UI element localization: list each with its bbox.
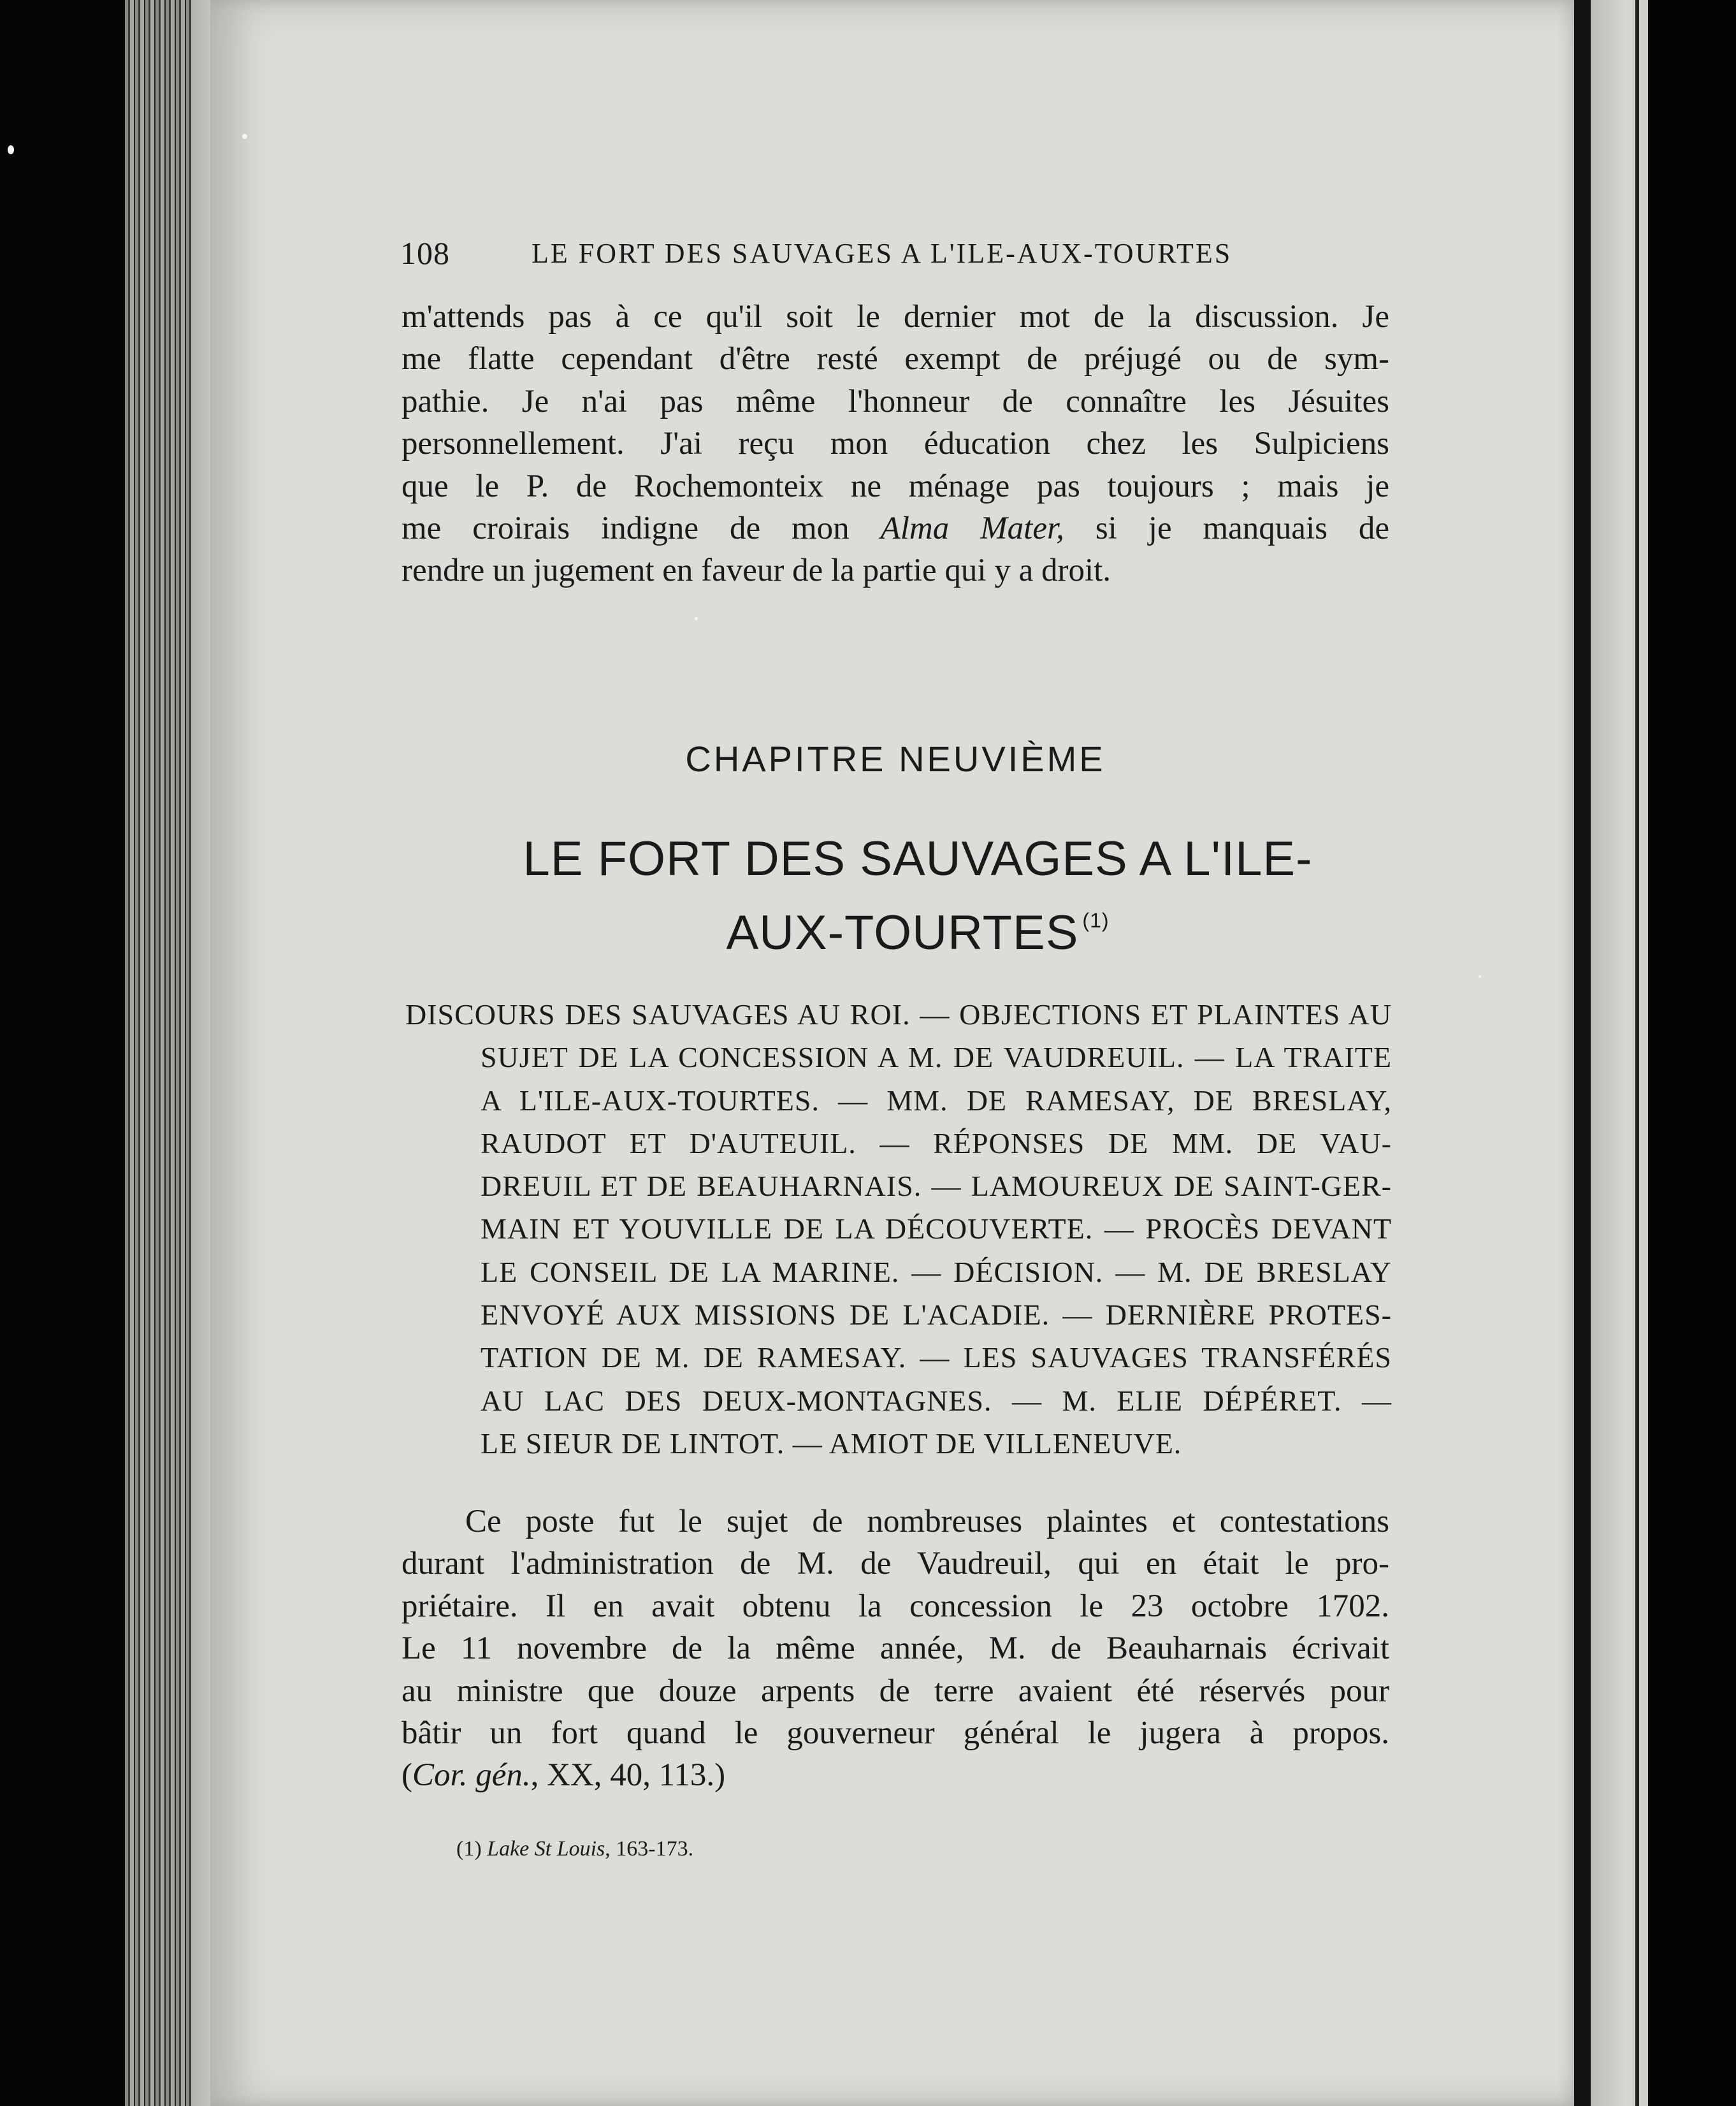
next-page-shadow-line: [1635, 0, 1639, 2106]
text-segment: , XX, 40, 113.): [530, 1757, 726, 1794]
running-head: [400, 235, 1394, 279]
body-paragraph: [401, 1500, 1389, 1797]
summary-line: DREUIL ET DE BEAUHARNAIS. — LAMOUREUX DE SAINT-GER-: [481, 1170, 1392, 1203]
text-segment: me croirais indigne de mon: [401, 511, 881, 547]
scan-speck: [1479, 975, 1481, 978]
summary-line: RAUDOT ET D'AUTEUIL. — RÉPONSES DE MM. DE VAU-: [481, 1126, 1392, 1159]
text-line: m'attends pas à ce qu'il soit le dernier mot de la discussion. Je: [401, 299, 1389, 335]
text-line: Ce poste fut le sujet de nombreuses plaintes et contestations: [465, 1504, 1389, 1539]
scan-background-right: [1648, 0, 1736, 2106]
text-line: durant l'administration de M. de Vaudreuil, qui en était le pro-: [401, 1546, 1389, 1582]
summary-line: ENVOYÉ AUX MISSIONS DE L'ACADIE. — DERNIÈRE PROTES-: [481, 1298, 1392, 1332]
chapter-title-text: AUX-TOURTES: [726, 906, 1079, 960]
summary-line: MAIN ET YOUVILLE DE LA DÉCOUVERTE. — PROCÈS DEVANT: [481, 1212, 1392, 1245]
text-line: priétaire. Il en avait obtenu la concession le 23 octobre 1702.: [401, 1588, 1389, 1624]
citation-line: [401, 1754, 1389, 1796]
text-line: pathie. Je n'ai pas même l'honneur de connaître les Jésuites: [401, 383, 1389, 419]
text-line: rendre un jugement en faveur de la partie qui y a droit.: [401, 553, 1111, 589]
summary-line: LE CONSEIL DE LA MARINE. — DÉCISION. — M. DE BRESLAY: [481, 1255, 1392, 1288]
footnote-reference: (1): [1082, 909, 1110, 932]
footnote-pages: , 163-173.: [605, 1837, 694, 1861]
text-line: me flatte cependant d'être resté exempt de préjugé ou de sym-: [401, 341, 1389, 377]
text-line: que le P. de Rochemonteix ne ménage pas toujours ; mais je: [401, 468, 1389, 504]
footnote-source: Lake St Louis: [487, 1837, 605, 1861]
chapter-title-line-1: LE FORT DES SAUVAGES A L'ILE-: [523, 832, 1313, 886]
scan-speck: [8, 145, 14, 154]
summary-line: AU LAC DES DEUX-MONTAGNES. — M. ELIE DÉPÉRET. —: [481, 1384, 1392, 1417]
summary-line: LE SIEUR DE LINTOT. — AMIOT DE VILLENEUVE.: [481, 1427, 1182, 1460]
scan-speck: [695, 617, 698, 620]
text-line: personnellement. J'ai reçu mon éducation chez les Sulpiciens: [401, 426, 1389, 462]
summary-line: DISCOURS DES SAUVAGES AU ROI. — OBJECTIONS ET PLAINTES AU: [405, 998, 1392, 1031]
text-line: Le 11 novembre de la même année, M. de Beauharnais écrivait: [401, 1630, 1389, 1667]
running-title: LE FORT DES SAUVAGES A L'ILE-AUX-TOURTES: [532, 238, 1233, 269]
footnote: [456, 1837, 693, 1861]
book-gutter: [1574, 0, 1591, 2106]
text-line-with-italic: [401, 507, 1389, 549]
text-line: au ministre que douze arpents de terre avaient été réservés pour: [401, 1673, 1389, 1709]
text-line: bâtir un fort quand le gouverneur général le jugera à propos.: [401, 1715, 1389, 1752]
text-segment: si je manquais de: [1064, 511, 1390, 547]
next-page-edge: [1591, 0, 1648, 2106]
chapter-title: [446, 829, 1389, 964]
italic-term: Alma Mater,: [880, 511, 1064, 547]
chapter-title-line-2: [446, 890, 1389, 964]
chapter-summary: [405, 993, 1392, 1465]
page-number: 108: [400, 235, 450, 271]
summary-line: A L'ILE-AUX-TOURTES. — MM. DE RAMESAY, DE BRESLAY,: [481, 1084, 1392, 1117]
summary-line: SUJET DE LA CONCESSION A M. DE VAUDREUIL. — LA TRAITE: [481, 1041, 1392, 1074]
chapter-label: CHAPITRE NEUVIÈME: [685, 739, 1106, 779]
paragraph-continued: [401, 296, 1389, 592]
scan-speck: [242, 134, 247, 139]
summary-line: TATION DE M. DE RAMESAY. — LES SAUVAGES TRANSFÉRÉS: [481, 1341, 1392, 1374]
italic-citation: Cor. gén.: [412, 1757, 531, 1794]
text-segment: (: [401, 1757, 412, 1794]
footnote-marker: (1): [456, 1837, 488, 1861]
